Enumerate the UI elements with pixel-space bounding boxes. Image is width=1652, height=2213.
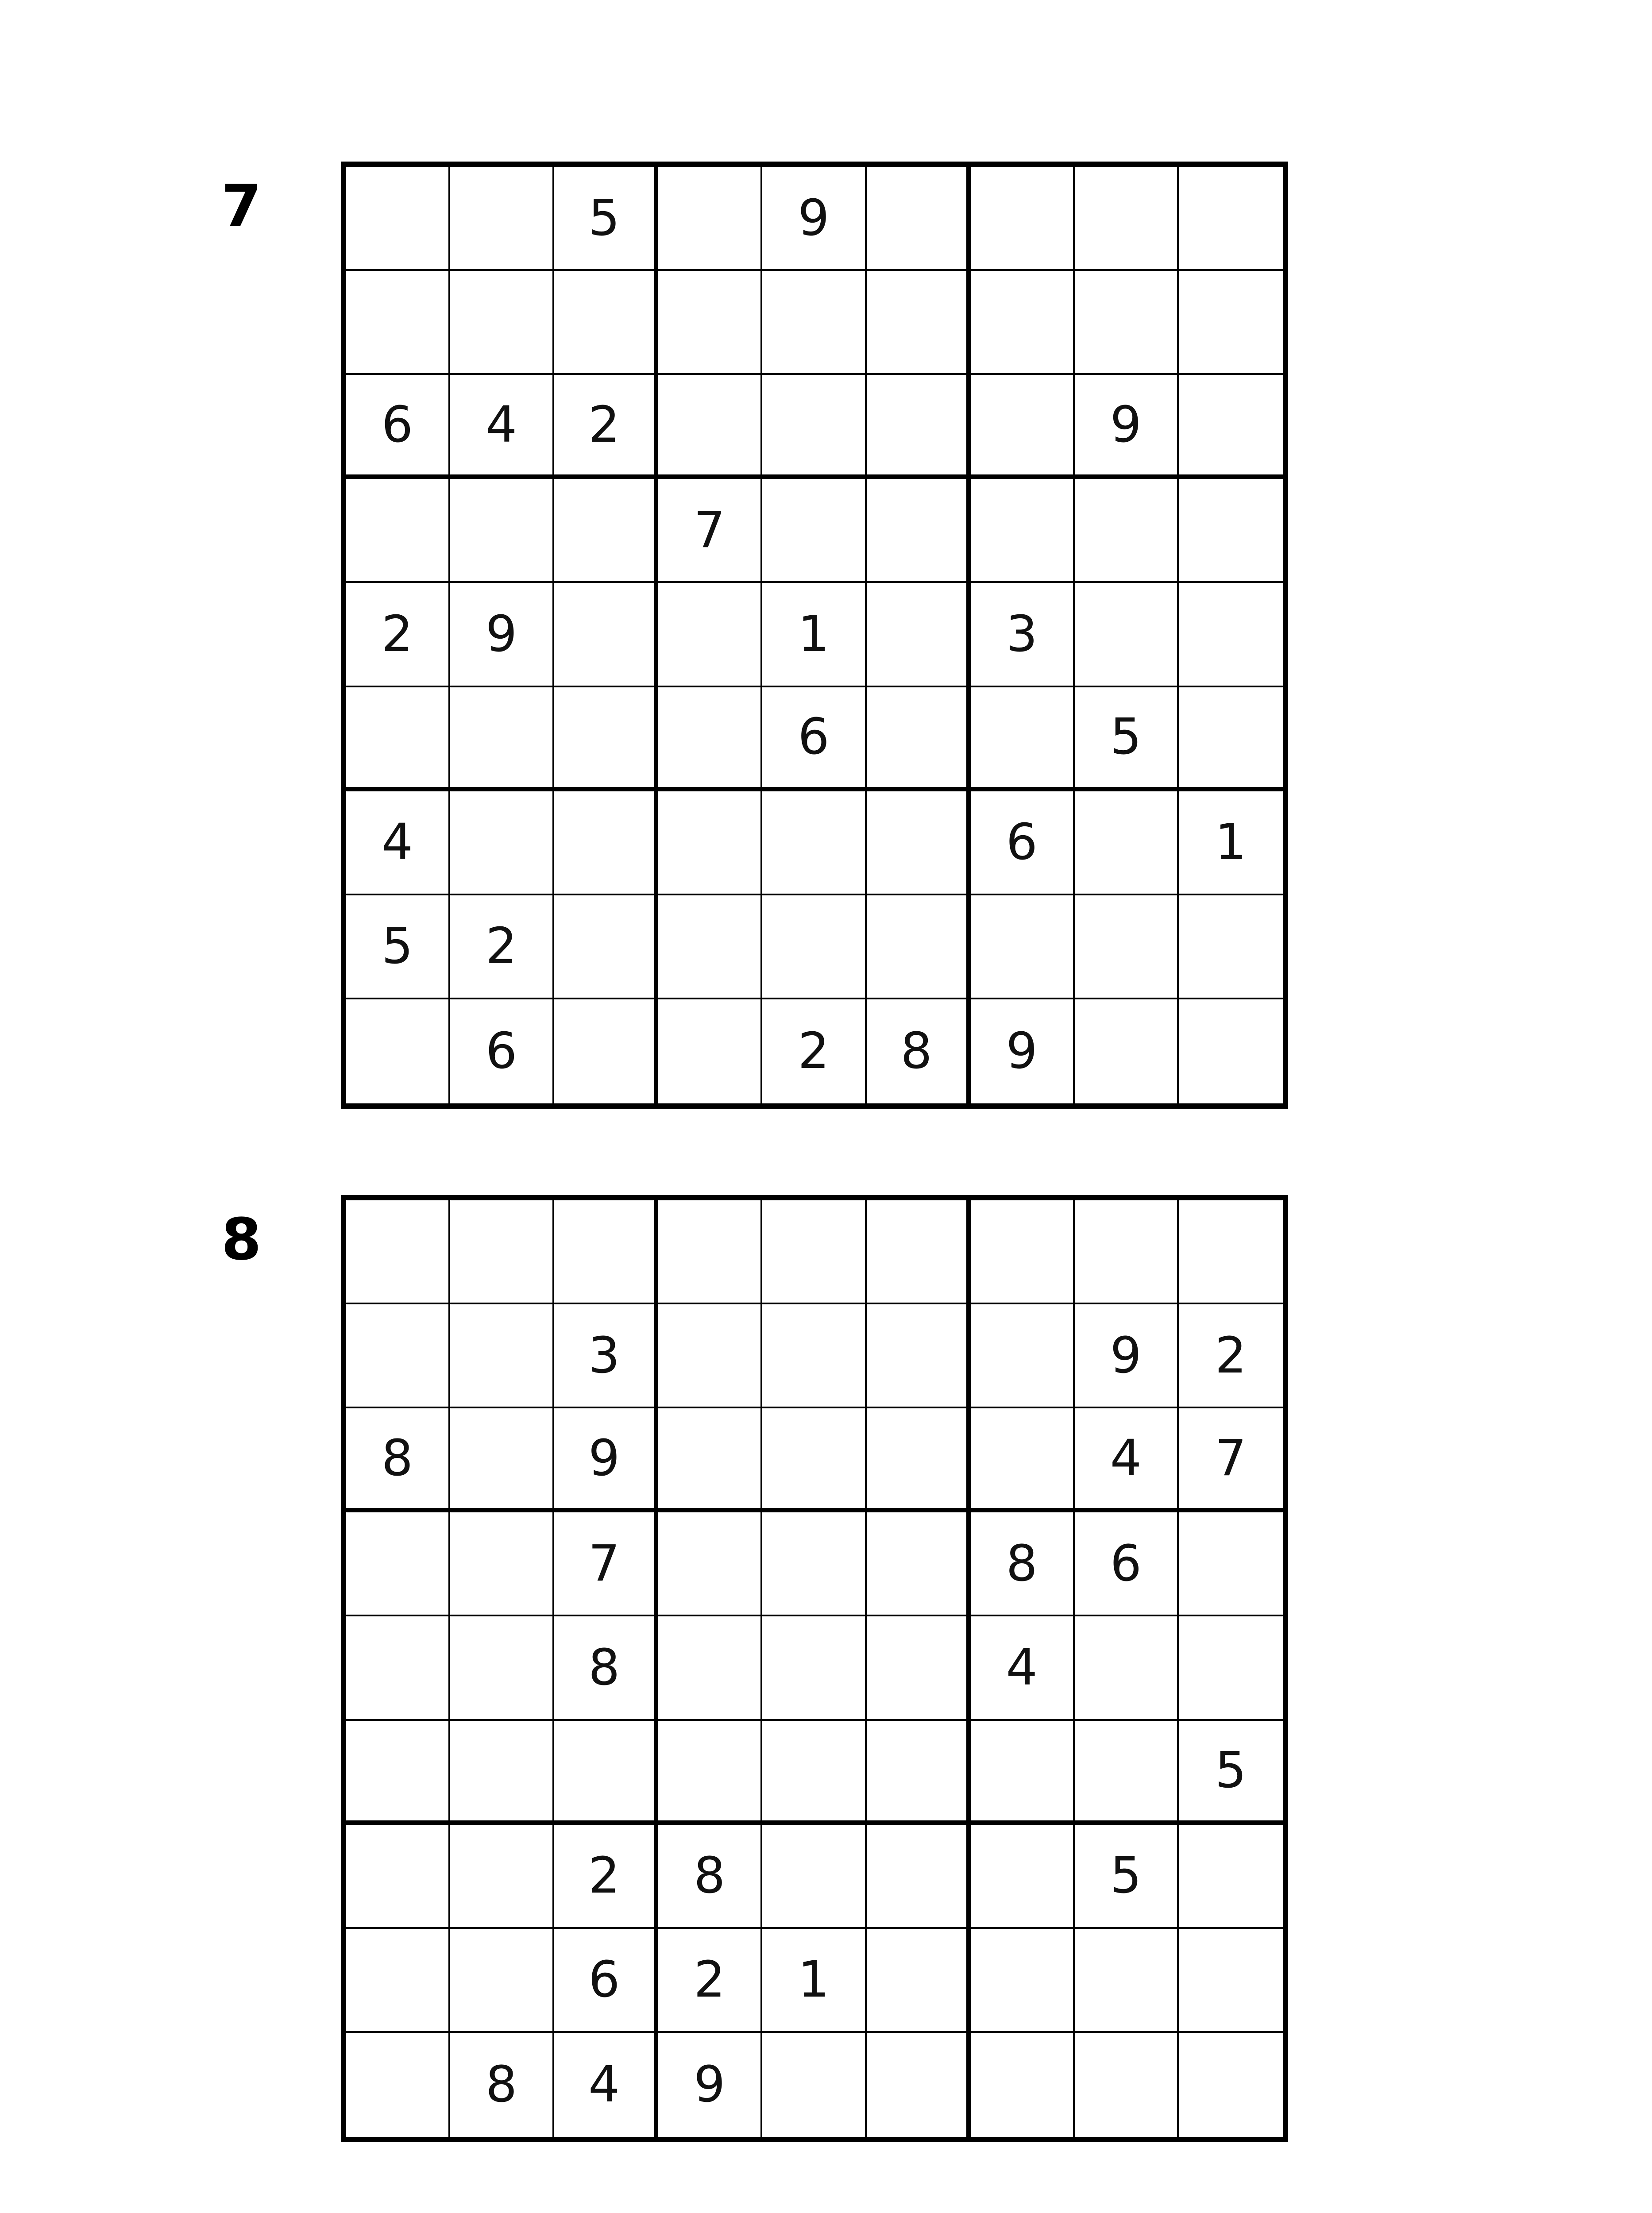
empty-cell[interactable] — [554, 271, 658, 375]
puzzle-7-number: 7 — [221, 172, 262, 239]
empty-cell[interactable] — [346, 479, 450, 583]
empty-cell[interactable] — [450, 1929, 554, 2033]
empty-cell[interactable] — [971, 167, 1075, 271]
empty-cell[interactable] — [1075, 791, 1179, 895]
empty-cell[interactable] — [658, 1408, 762, 1512]
empty-cell[interactable] — [346, 1200, 450, 1304]
empty-cell[interactable] — [658, 791, 762, 895]
given-cell: 8 — [450, 2033, 554, 2137]
empty-cell[interactable] — [450, 271, 554, 375]
empty-cell[interactable] — [867, 895, 971, 999]
empty-cell[interactable] — [971, 2033, 1075, 2137]
given-cell: 4 — [1075, 1408, 1179, 1512]
given-cell: 1 — [762, 1929, 866, 2033]
given-cell: 2 — [1179, 1304, 1283, 1408]
empty-cell[interactable] — [762, 1825, 866, 1929]
empty-cell[interactable] — [658, 687, 762, 791]
empty-cell[interactable] — [1075, 271, 1179, 375]
empty-cell[interactable] — [1179, 1929, 1283, 2033]
empty-cell[interactable] — [867, 2033, 971, 2137]
empty-cell[interactable] — [1179, 167, 1283, 271]
given-cell: 6 — [450, 999, 554, 1103]
given-cell: 8 — [346, 1408, 450, 1512]
given-cell: 9 — [450, 583, 554, 687]
empty-cell[interactable] — [971, 1929, 1075, 2033]
given-cell: 9 — [554, 1408, 658, 1512]
given-cell: 2 — [554, 1825, 658, 1929]
given-cell: 8 — [971, 1512, 1075, 1616]
empty-cell[interactable] — [450, 1408, 554, 1512]
empty-cell[interactable] — [762, 895, 866, 999]
empty-cell[interactable] — [450, 791, 554, 895]
empty-cell[interactable] — [554, 895, 658, 999]
empty-cell[interactable] — [450, 687, 554, 791]
given-cell: 7 — [554, 1512, 658, 1616]
empty-cell[interactable] — [867, 1304, 971, 1408]
empty-cell[interactable] — [971, 375, 1075, 479]
given-cell: 5 — [346, 895, 450, 999]
empty-cell[interactable] — [1179, 1825, 1283, 1929]
empty-cell[interactable] — [1075, 2033, 1179, 2137]
empty-cell[interactable] — [867, 1512, 971, 1616]
empty-cell[interactable] — [658, 999, 762, 1103]
empty-cell[interactable] — [554, 791, 658, 895]
empty-cell[interactable] — [867, 791, 971, 895]
empty-cell[interactable] — [971, 687, 1075, 791]
empty-cell[interactable] — [867, 167, 971, 271]
empty-cell[interactable] — [346, 1304, 450, 1408]
given-cell: 5 — [554, 167, 658, 271]
empty-cell[interactable] — [346, 1512, 450, 1616]
empty-cell[interactable] — [1179, 271, 1283, 375]
empty-cell[interactable] — [554, 1721, 658, 1825]
given-cell: 6 — [762, 687, 866, 791]
empty-cell[interactable] — [658, 1200, 762, 1304]
empty-cell[interactable] — [1075, 1721, 1179, 1825]
empty-cell[interactable] — [1075, 1929, 1179, 2033]
empty-cell[interactable] — [1075, 583, 1179, 687]
given-cell: 6 — [971, 791, 1075, 895]
empty-cell[interactable] — [346, 167, 450, 271]
empty-cell[interactable] — [346, 1616, 450, 1720]
empty-cell[interactable] — [450, 1616, 554, 1720]
given-cell: 5 — [1075, 687, 1179, 791]
empty-cell[interactable] — [971, 271, 1075, 375]
given-cell: 2 — [346, 583, 450, 687]
empty-cell[interactable] — [658, 1721, 762, 1825]
empty-cell[interactable] — [867, 1616, 971, 1720]
empty-cell[interactable] — [346, 1825, 450, 1929]
given-cell: 2 — [554, 375, 658, 479]
empty-cell[interactable] — [658, 1616, 762, 1720]
empty-cell[interactable] — [762, 1200, 866, 1304]
given-cell: 7 — [1179, 1408, 1283, 1512]
given-cell: 5 — [1075, 1825, 1179, 1929]
given-cell: 6 — [1075, 1512, 1179, 1616]
empty-cell[interactable] — [971, 1721, 1075, 1825]
empty-cell[interactable] — [762, 1512, 866, 1616]
empty-cell[interactable] — [762, 1408, 866, 1512]
empty-cell[interactable] — [1075, 479, 1179, 583]
given-cell: 2 — [450, 895, 554, 999]
empty-cell[interactable] — [346, 687, 450, 791]
given-cell: 7 — [658, 479, 762, 583]
given-cell: 1 — [762, 583, 866, 687]
empty-cell[interactable] — [762, 479, 866, 583]
given-cell: 4 — [346, 791, 450, 895]
empty-cell[interactable] — [1179, 1200, 1283, 1304]
sudoku-grid-7 — [341, 162, 1288, 1109]
empty-cell[interactable] — [450, 1200, 554, 1304]
empty-cell[interactable] — [658, 375, 762, 479]
given-cell: 6 — [554, 1929, 658, 2033]
empty-cell[interactable] — [971, 1200, 1075, 1304]
given-cell: 9 — [1075, 375, 1179, 479]
empty-cell[interactable] — [658, 1512, 762, 1616]
empty-cell[interactable] — [1179, 583, 1283, 687]
empty-cell[interactable] — [762, 375, 866, 479]
given-cell: 1 — [1179, 791, 1283, 895]
given-cell: 3 — [971, 583, 1075, 687]
empty-cell[interactable] — [450, 479, 554, 583]
empty-cell[interactable] — [867, 583, 971, 687]
given-cell: 4 — [554, 2033, 658, 2137]
empty-cell[interactable] — [867, 1200, 971, 1304]
empty-cell[interactable] — [1179, 375, 1283, 479]
empty-cell[interactable] — [762, 1304, 866, 1408]
empty-cell[interactable] — [867, 1825, 971, 1929]
empty-cell[interactable] — [762, 791, 866, 895]
empty-cell[interactable] — [1179, 1616, 1283, 1720]
empty-cell[interactable] — [1179, 2033, 1283, 2137]
given-cell: 8 — [554, 1616, 658, 1720]
empty-cell[interactable] — [554, 583, 658, 687]
empty-cell[interactable] — [1075, 1616, 1179, 1720]
empty-cell[interactable] — [1075, 999, 1179, 1103]
empty-cell[interactable] — [971, 1825, 1075, 1929]
empty-cell[interactable] — [658, 271, 762, 375]
empty-cell[interactable] — [762, 2033, 866, 2137]
empty-cell[interactable] — [1179, 479, 1283, 583]
given-cell: 4 — [450, 375, 554, 479]
empty-cell[interactable] — [867, 1929, 971, 2033]
empty-cell[interactable] — [658, 1304, 762, 1408]
empty-cell[interactable] — [658, 895, 762, 999]
empty-cell[interactable] — [554, 999, 658, 1103]
given-cell: 3 — [554, 1304, 658, 1408]
empty-cell[interactable] — [1179, 895, 1283, 999]
empty-cell[interactable] — [762, 271, 866, 375]
empty-cell[interactable] — [867, 1721, 971, 1825]
given-cell: 8 — [867, 999, 971, 1103]
sudoku-grid-8 — [341, 1195, 1288, 2142]
empty-cell[interactable] — [346, 999, 450, 1103]
given-cell: 9 — [658, 2033, 762, 2137]
empty-cell[interactable] — [1179, 687, 1283, 791]
given-cell: 2 — [762, 999, 866, 1103]
empty-cell[interactable] — [1179, 1512, 1283, 1616]
empty-cell[interactable] — [971, 895, 1075, 999]
empty-cell[interactable] — [346, 2033, 450, 2137]
given-cell: 6 — [346, 375, 450, 479]
empty-cell[interactable] — [762, 1721, 866, 1825]
empty-cell[interactable] — [346, 1721, 450, 1825]
empty-cell[interactable] — [867, 375, 971, 479]
empty-cell[interactable] — [1075, 1200, 1179, 1304]
given-cell: 9 — [1075, 1304, 1179, 1408]
given-cell: 8 — [658, 1825, 762, 1929]
given-cell: 5 — [1179, 1721, 1283, 1825]
empty-cell[interactable] — [971, 1304, 1075, 1408]
empty-cell[interactable] — [762, 1616, 866, 1720]
empty-cell[interactable] — [554, 687, 658, 791]
empty-cell[interactable] — [867, 271, 971, 375]
empty-cell[interactable] — [971, 1408, 1075, 1512]
empty-cell[interactable] — [450, 167, 554, 271]
empty-cell[interactable] — [346, 271, 450, 375]
empty-cell[interactable] — [450, 1721, 554, 1825]
given-cell: 4 — [971, 1616, 1075, 1720]
empty-cell[interactable] — [867, 1408, 971, 1512]
empty-cell[interactable] — [450, 1304, 554, 1408]
empty-cell[interactable] — [450, 1825, 554, 1929]
empty-cell[interactable] — [1179, 999, 1283, 1103]
empty-cell[interactable] — [971, 479, 1075, 583]
empty-cell[interactable] — [1075, 167, 1179, 271]
empty-cell[interactable] — [450, 1512, 554, 1616]
empty-cell[interactable] — [867, 479, 971, 583]
empty-cell[interactable] — [867, 687, 971, 791]
given-cell: 9 — [762, 167, 866, 271]
empty-cell[interactable] — [1075, 895, 1179, 999]
puzzle-8-number: 8 — [221, 1206, 262, 1273]
empty-cell[interactable] — [658, 167, 762, 271]
empty-cell[interactable] — [554, 479, 658, 583]
given-cell: 2 — [658, 1929, 762, 2033]
empty-cell[interactable] — [346, 1929, 450, 2033]
empty-cell[interactable] — [658, 583, 762, 687]
empty-cell[interactable] — [554, 1200, 658, 1304]
given-cell: 9 — [971, 999, 1075, 1103]
